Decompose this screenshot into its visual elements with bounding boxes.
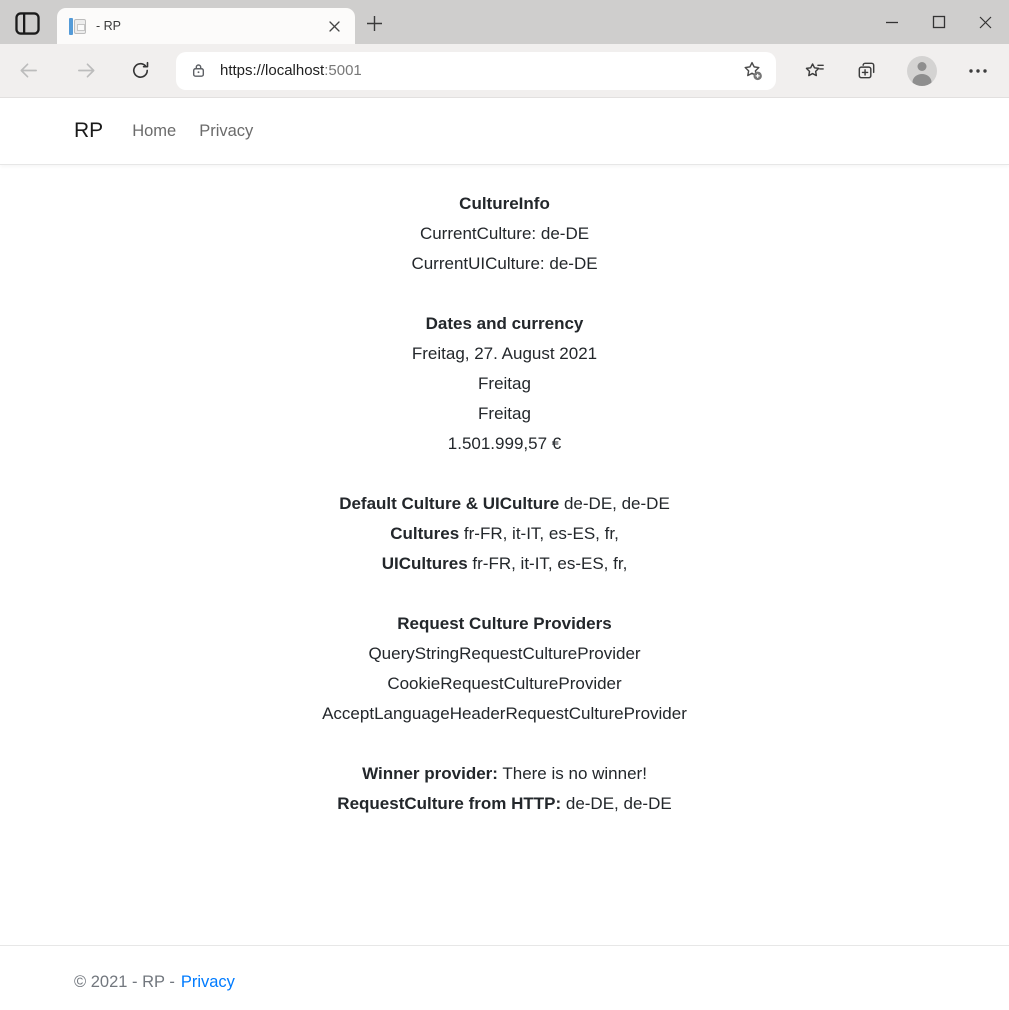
content-line: AcceptLanguageHeaderRequestCultureProvider [322, 704, 687, 723]
content-line: CookieRequestCultureProvider [387, 674, 622, 693]
toolbar-right-group [803, 56, 990, 86]
content-line: Freitag, 27. August 2021 [411, 344, 598, 363]
section-default-cultures [0, 489, 1009, 579]
section-heading: CultureInfo [459, 194, 550, 213]
tab-close-button[interactable] [326, 18, 343, 35]
forward-button[interactable] [75, 59, 98, 82]
content-line: Freitag [478, 404, 531, 423]
window-close-button[interactable] [962, 0, 1009, 44]
content-line: UICultures fr-FR, it-IT, es-ES, fr, [381, 554, 628, 573]
content-line: Default Culture & UICulture de-DE, de-DE [339, 494, 670, 513]
collections-button[interactable] [855, 59, 878, 82]
content-line: CurrentCulture: de-DE [419, 224, 590, 243]
window-maximize-button[interactable] [915, 0, 962, 44]
three-dots-icon [966, 60, 990, 82]
add-favorite-button[interactable] [741, 59, 764, 82]
copyright-text: © 2021 - RP - [74, 972, 175, 991]
refresh-button[interactable] [129, 59, 152, 82]
back-button[interactable] [17, 59, 40, 82]
url-host: https://localhost [220, 62, 325, 79]
section-heading: Request Culture Providers [397, 614, 612, 633]
web-page [0, 98, 1009, 1010]
address-bar[interactable] [176, 52, 776, 90]
content-line: QueryStringRequestCultureProvider [368, 644, 641, 663]
new-tab-button[interactable] [364, 13, 385, 34]
content-line: RequestCulture from HTTP: de-DE, de-DE [337, 794, 672, 813]
section-winner [0, 759, 1009, 819]
content-line: CurrentUICulture: de-DE [411, 254, 598, 273]
browser-titlebar [0, 0, 1009, 44]
collections-icon [855, 59, 878, 82]
close-icon [978, 15, 993, 30]
content-line: Cultures fr-FR, it-IT, es-ES, fr, [390, 524, 619, 543]
content-line: Winner provider: There is no winner! [362, 764, 647, 783]
tab-actions-button[interactable] [13, 10, 41, 36]
url-text [220, 62, 741, 79]
star-list-icon [803, 59, 826, 82]
nav-link-privacy[interactable]: Privacy [199, 121, 254, 140]
maximize-icon [932, 15, 946, 29]
site-nav [132, 122, 253, 141]
refresh-icon [129, 59, 152, 82]
browser-toolbar [0, 44, 1009, 98]
url-port: :5001 [324, 62, 362, 79]
more-menu-button[interactable] [966, 60, 990, 82]
window-minimize-button[interactable] [868, 0, 915, 44]
site-footer [0, 945, 1009, 1010]
lock-icon[interactable] [188, 60, 209, 81]
content-line: Freitag [478, 374, 531, 393]
profile-button[interactable] [907, 56, 937, 86]
section-cultureinfo [0, 189, 1009, 279]
footer-privacy-link[interactable]: Privacy [180, 972, 235, 991]
close-icon [329, 21, 340, 32]
content-line: 1.501.999,57 € [447, 434, 562, 453]
minimize-icon [885, 15, 899, 29]
browser-tab[interactable] [57, 8, 355, 44]
section-request-providers [0, 609, 1009, 729]
arrow-right-icon [75, 59, 98, 82]
arrow-left-icon [17, 59, 40, 82]
section-heading: Dates and currency [425, 314, 584, 333]
site-navbar [0, 98, 1009, 165]
avatar [907, 56, 937, 86]
window-controls [868, 0, 1009, 44]
favorites-button[interactable] [803, 59, 826, 82]
brand-link[interactable]: RP [74, 119, 104, 142]
tab-actions-icon [15, 12, 40, 35]
main-content [0, 165, 1009, 945]
section-dates-currency [0, 309, 1009, 459]
page-favicon-icon [69, 17, 86, 35]
nav-link-home[interactable]: Home [132, 121, 177, 140]
star-plus-icon [741, 59, 764, 82]
tab-title: - RP [96, 19, 121, 33]
plus-icon [366, 15, 383, 32]
